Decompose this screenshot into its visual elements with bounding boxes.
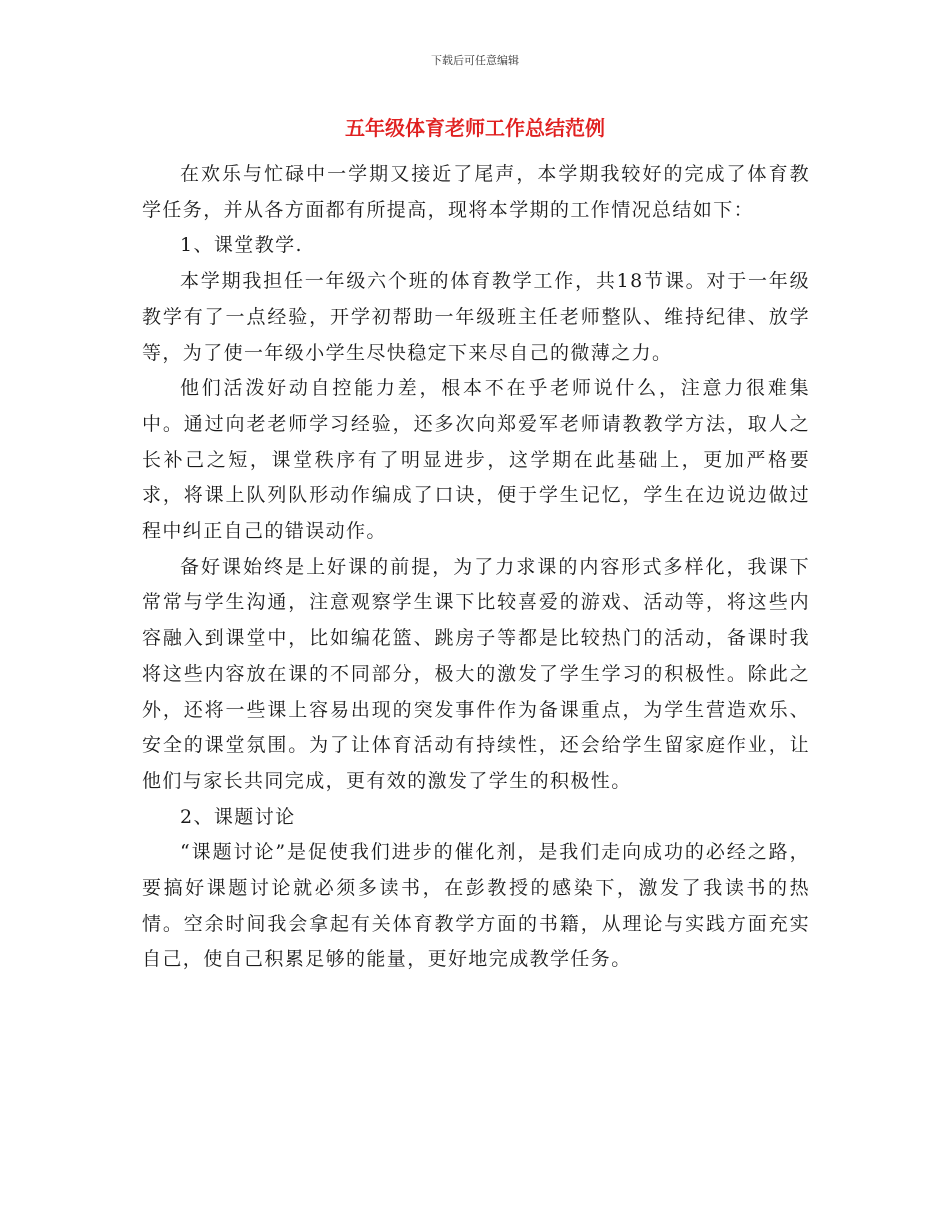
page-header-note: 下载后可任意编辑	[431, 54, 519, 67]
section-heading-topic-discussion: 2、课题讨论	[180, 805, 296, 828]
document-body	[142, 157, 810, 978]
paragraph-topic-discussion: “课题讨论”是促使我们进步的催化剂，是我们走向成功的必经之路，要搞好课题讨论就必须多读书，在彭教授的感染下，激发了我读书的热情。空余时间我会拿起有关体育教学方面的书籍，从理论与实践方面充实自己，使自己积累足够的能量，更好地完成教学任务。	[142, 841, 810, 971]
paragraph-lesson-prep: 备好课始终是上好课的前提，为了力求课的内容形式多样化，我课下常常与学生沟通，注意观察学生课下比较喜爱的游戏、活动等，将这些内容融入到课堂中，比如编花篮、跳房子等都是比较热门的活动，备课时我将这些内容放在课的不同部分，极大的激发了学生学习的积极性。除此之外，还将一些课上容易出现的突发事件作为备课重点，为学生营造欢乐、安全的课堂氛围。为了让体育活动有持续性，还会给学生留家庭作业，让他们与家长共同完成，更有效的激发了学生的积极性。	[142, 555, 810, 792]
document-title: 五年级体育老师工作总结范例	[345, 116, 605, 140]
paragraph-discipline: 他们活泼好动自控能力差，根本不在乎老师说什么，注意力很难集中。通过向老老师学习经验，还多次向郑爱军老师请教教学方法，取人之长补己之短，课堂秩序有了明显进步，这学期在此基础上，更加严格要求，将课上队列队形动作编成了口诀，便于学生记忆，学生在边说边做过程中纠正自己的错误动作。	[142, 377, 810, 543]
section-heading-classroom-teaching: 1、课堂教学.	[180, 234, 303, 257]
paragraph-teaching-load: 本学期我担任一年级六个班的体育教学工作，共18节课。对于一年级教学有了一点经验，开学初帮助一年级班主任老师整队、维持纪律、放学等，为了使一年级小学生尽快稳定下来尽自己的微薄之力。	[142, 270, 810, 364]
paragraph-intro: 在欢乐与忙碌中一学期又接近了尾声，本学期我较好的完成了体育教学任务，并从各方面都有所提高，现将本学期的工作情况总结如下：	[142, 163, 810, 221]
